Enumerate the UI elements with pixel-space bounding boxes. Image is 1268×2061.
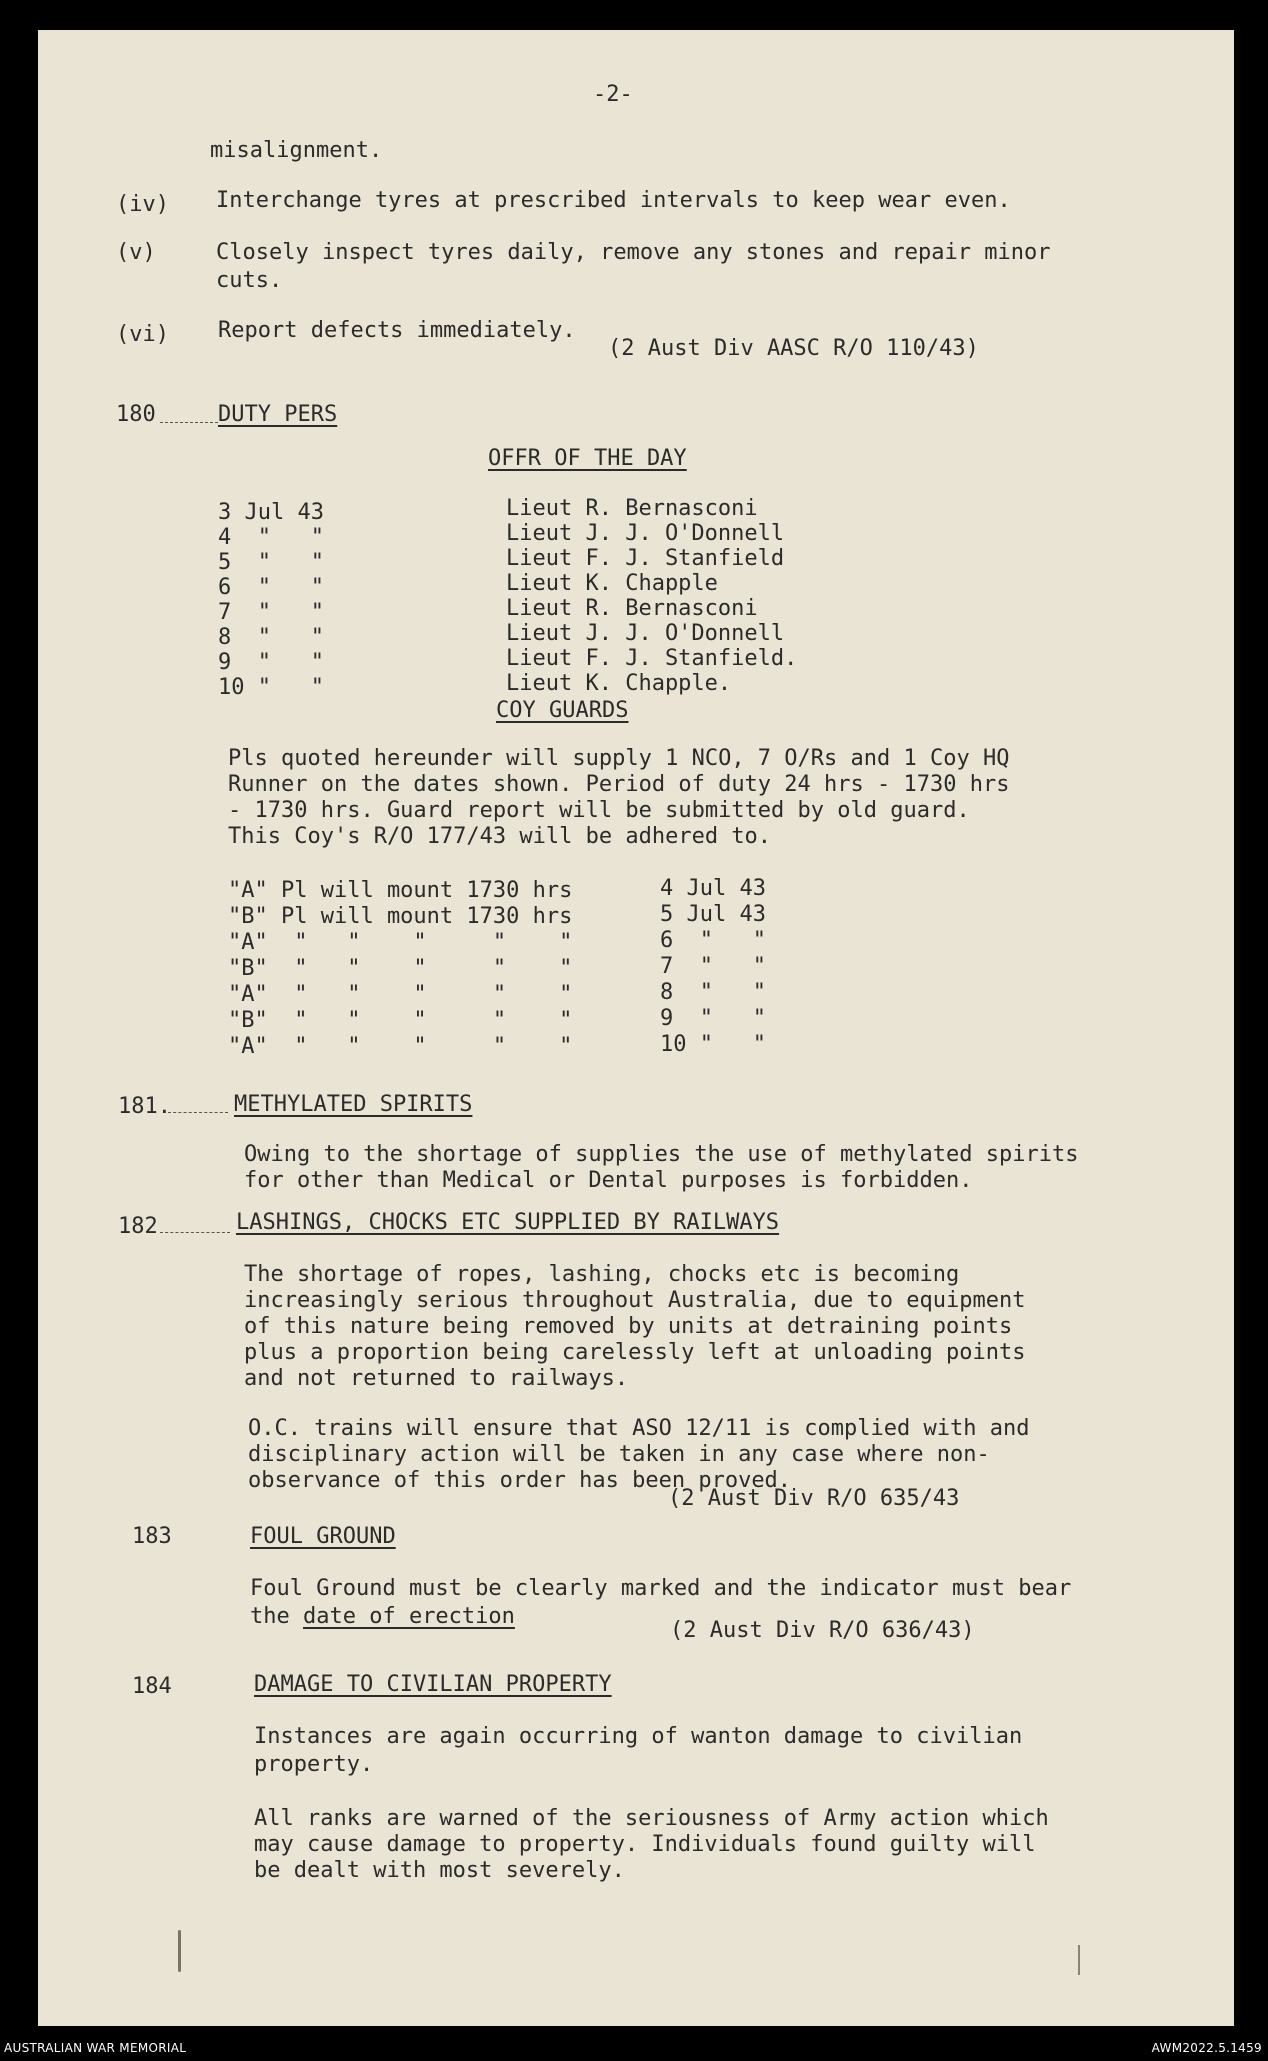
roster-platoon: "B" Pl will mount 1730 hrs xyxy=(228,904,573,929)
section-heading: LASHINGS, CHOCKS ETC SUPPLIED BY RAILWAYS xyxy=(236,1210,780,1235)
body-line: Foul Ground must be clearly marked and the indicator must bear xyxy=(250,1576,1072,1601)
roster-platoon: "A" " " " " " xyxy=(228,982,573,1007)
roster-platoon: "B" " " " " " xyxy=(228,1008,573,1033)
duty-date: 5 " " xyxy=(218,550,324,575)
staple-mark xyxy=(1078,1945,1080,1975)
body-line: increasingly serious throughout Australia, due to equipment xyxy=(244,1288,1026,1313)
body-line: Owing to the shortage of supplies the use of methylated spirits xyxy=(244,1142,1079,1167)
section-number: 182 xyxy=(118,1214,158,1239)
body-line: All ranks are warned of the seriousness of Army action which xyxy=(254,1806,1049,1831)
duty-date: 10 " " xyxy=(218,675,324,700)
subheading-coy-guards: COY GUARDS xyxy=(496,698,629,723)
leader-line xyxy=(160,1232,230,1233)
roster-date: 4 Jul 43 xyxy=(660,876,766,901)
guards-text: Pls quoted hereunder will supply 1 NCO, 7 O/Rs and 1 Coy HQ xyxy=(228,746,1010,771)
duty-officer: Lieut J. J. O'Donnell xyxy=(506,521,785,546)
continued-text: misalignment. xyxy=(210,138,383,163)
item-number: (iv) xyxy=(116,192,169,217)
footer-left: AUSTRALIAN WAR MEMORIAL xyxy=(4,2041,187,2055)
duty-date: 7 " " xyxy=(218,600,324,625)
section-heading: FOUL GROUND xyxy=(250,1524,396,1549)
body-line: plus a proportion being carelessly left at unloading points xyxy=(244,1340,1026,1365)
body-line: Instances are again occurring of wanton damage to civilian xyxy=(254,1724,1023,1749)
subheading-offr-of-the-day: OFFR OF THE DAY xyxy=(488,446,687,471)
body-line: disciplinary action will be taken in any case where non- xyxy=(248,1442,990,1467)
body-line: be dealt with most severely. xyxy=(254,1858,625,1883)
footer-right: AWM2022.5.1459 xyxy=(1151,2041,1262,2055)
leader-line xyxy=(160,422,218,423)
roster-platoon: "A" " " " " " xyxy=(228,1034,573,1059)
document-page xyxy=(38,30,1234,2026)
roster-date: 6 " " xyxy=(660,928,766,953)
body-line: of this nature being removed by units at detraining points xyxy=(244,1314,1013,1339)
section-number: 180 xyxy=(116,402,156,427)
duty-date: 6 " " xyxy=(218,575,324,600)
leader-line xyxy=(168,1112,228,1113)
duty-officer: Lieut R. Bernasconi xyxy=(506,496,758,521)
duty-date: 4 " " xyxy=(218,525,324,550)
guards-text: Runner on the dates shown. Period of duty 24 hrs - 1730 hrs xyxy=(228,772,1010,797)
item-line: Closely inspect tyres daily, remove any stones and repair minor xyxy=(216,240,1051,265)
section-heading: DUTY PERS xyxy=(218,402,338,427)
roster-platoon: "A" " " " " " xyxy=(228,930,573,955)
body-line: and not returned to railways. xyxy=(244,1366,629,1391)
order-reference: (2 Aust Div R/O 636/43) xyxy=(670,1618,975,1643)
body-line: property. xyxy=(254,1752,374,1777)
section-number: 181. xyxy=(118,1094,171,1119)
body-line: the date of erection xyxy=(250,1604,515,1629)
item-number: (vi) xyxy=(116,322,169,347)
guards-text: - 1730 hrs. Guard report will be submitted by old guard. xyxy=(228,798,970,823)
duty-officer: Lieut F. J. Stanfield. xyxy=(506,646,798,671)
guards-text: This Coy's R/O 177/43 will be adhered to. xyxy=(228,824,772,849)
duty-officer: Lieut K. Chapple xyxy=(506,571,718,596)
item-number: (v) xyxy=(116,240,156,265)
item-line: Interchange tyres at prescribed intervals to keep wear even. xyxy=(216,188,1011,213)
section-number: 183 xyxy=(132,1524,172,1549)
section-number: 184 xyxy=(132,1674,172,1699)
duty-date: 3 Jul 43 xyxy=(218,500,324,525)
roster-date: 9 " " xyxy=(660,1006,766,1031)
duty-date: 9 " " xyxy=(218,650,324,675)
section-heading: DAMAGE TO CIVILIAN PROPERTY xyxy=(254,1672,612,1697)
duty-date: 8 " " xyxy=(218,625,324,650)
roster-platoon: "B" " " " " " xyxy=(228,956,573,981)
body-line: O.C. trains will ensure that ASO 12/11 is complied with and xyxy=(248,1416,1030,1441)
duty-officer: Lieut R. Bernasconi xyxy=(506,596,758,621)
staple-mark xyxy=(178,1930,181,1972)
body-line: The shortage of ropes, lashing, chocks etc is becoming xyxy=(244,1262,960,1287)
item-line: cuts. xyxy=(216,268,283,293)
roster-date: 8 " " xyxy=(660,980,766,1005)
page-number: -2- xyxy=(593,82,633,107)
roster-date: 7 " " xyxy=(660,954,766,979)
order-reference: (2 Aust Div R/O 635/43 xyxy=(668,1486,960,1511)
item-line: Report defects immediately. xyxy=(218,318,576,343)
body-line: may cause damage to property. Individuals found guilty will xyxy=(254,1832,1036,1857)
roster-date: 5 Jul 43 xyxy=(660,902,766,927)
duty-officer: Lieut J. J. O'Donnell xyxy=(506,621,785,646)
roster-date: 10 " " xyxy=(660,1032,766,1057)
body-line: for other than Medical or Dental purposes is forbidden. xyxy=(244,1168,973,1193)
body-line: observance of this order has been proved. xyxy=(248,1468,792,1493)
order-reference: (2 Aust Div AASC R/O 110/43) xyxy=(608,336,979,361)
duty-officer: Lieut K. Chapple. xyxy=(506,671,732,696)
duty-officer: Lieut F. J. Stanfield xyxy=(506,546,785,571)
roster-platoon: "A" Pl will mount 1730 hrs xyxy=(228,878,573,903)
section-heading: METHYLATED SPIRITS xyxy=(234,1092,473,1117)
